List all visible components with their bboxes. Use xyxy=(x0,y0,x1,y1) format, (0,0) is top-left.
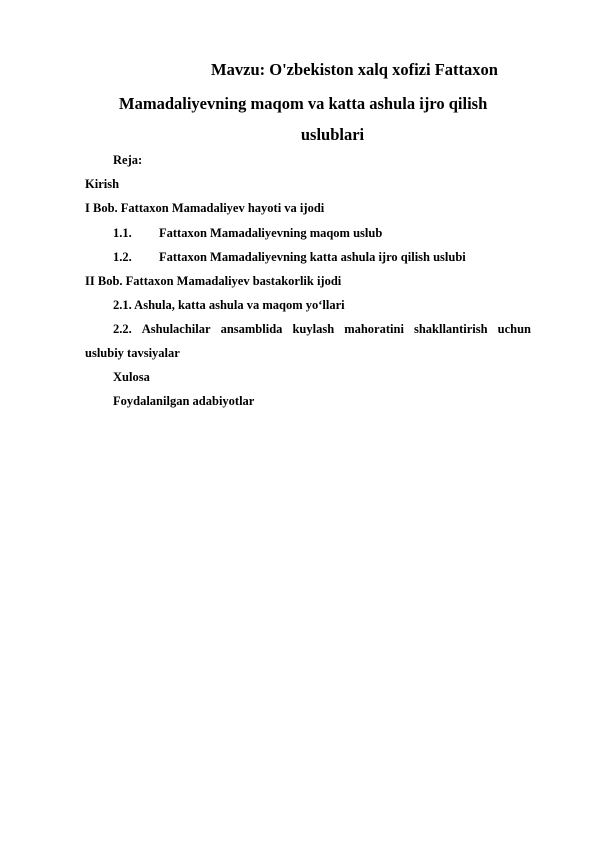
toc-item-2-2-word: shakllantirish xyxy=(413,322,488,336)
toc-item-1-1-number: 1.1. xyxy=(113,226,132,240)
title-line-2: Mamadaliyevning maqom va katta ashula ijro qilish xyxy=(119,94,488,113)
toc-item-1-1 xyxy=(113,225,382,241)
toc-item-2-2 xyxy=(113,321,531,337)
toc-intro: Kirish xyxy=(85,177,120,191)
toc-item-1-1-text: Fattaxon Mamadaliyevning maqom uslub xyxy=(159,226,383,240)
toc-item-2-2-word: mahoratini xyxy=(344,322,404,336)
toc-item-1-2-number: 1.2. xyxy=(113,250,132,264)
toc-chapter-2: II Bob. Fattaxon Mamadaliyev bastakorlik ijodi xyxy=(85,274,342,288)
toc-chapter-1: I Bob. Fattaxon Mamadaliyev hayoti va ijodi xyxy=(85,201,325,215)
toc-item-1-2 xyxy=(113,249,466,265)
plan-label: Reja: xyxy=(113,153,143,167)
toc-item-2-2-word: Ashulachilar xyxy=(141,322,211,336)
toc-item-2-1: 2.1. Ashula, katta ashula va maqom yo‘llari xyxy=(113,298,345,312)
toc-item-2-2-word: kuylash xyxy=(292,322,335,336)
toc-references: Foydalanilgan adabiyotlar xyxy=(113,394,255,408)
toc-item-2-2-word: ansamblida xyxy=(220,322,283,336)
title-line-3: uslublari xyxy=(300,125,365,144)
toc-item-2-2-word: uchun xyxy=(497,322,531,336)
toc-item-2-2-continuation: uslubiy tavsiyalar xyxy=(85,346,180,360)
toc-item-1-2-text: Fattaxon Mamadaliyevning katta ashula ijro qilish uslubi xyxy=(159,250,466,264)
title-line-1: Mavzu: O'zbekiston xalq xofizi Fattaxon xyxy=(211,60,498,79)
toc-item-2-2-word: 2.2. xyxy=(113,322,132,336)
toc-conclusion: Xulosa xyxy=(113,370,150,384)
